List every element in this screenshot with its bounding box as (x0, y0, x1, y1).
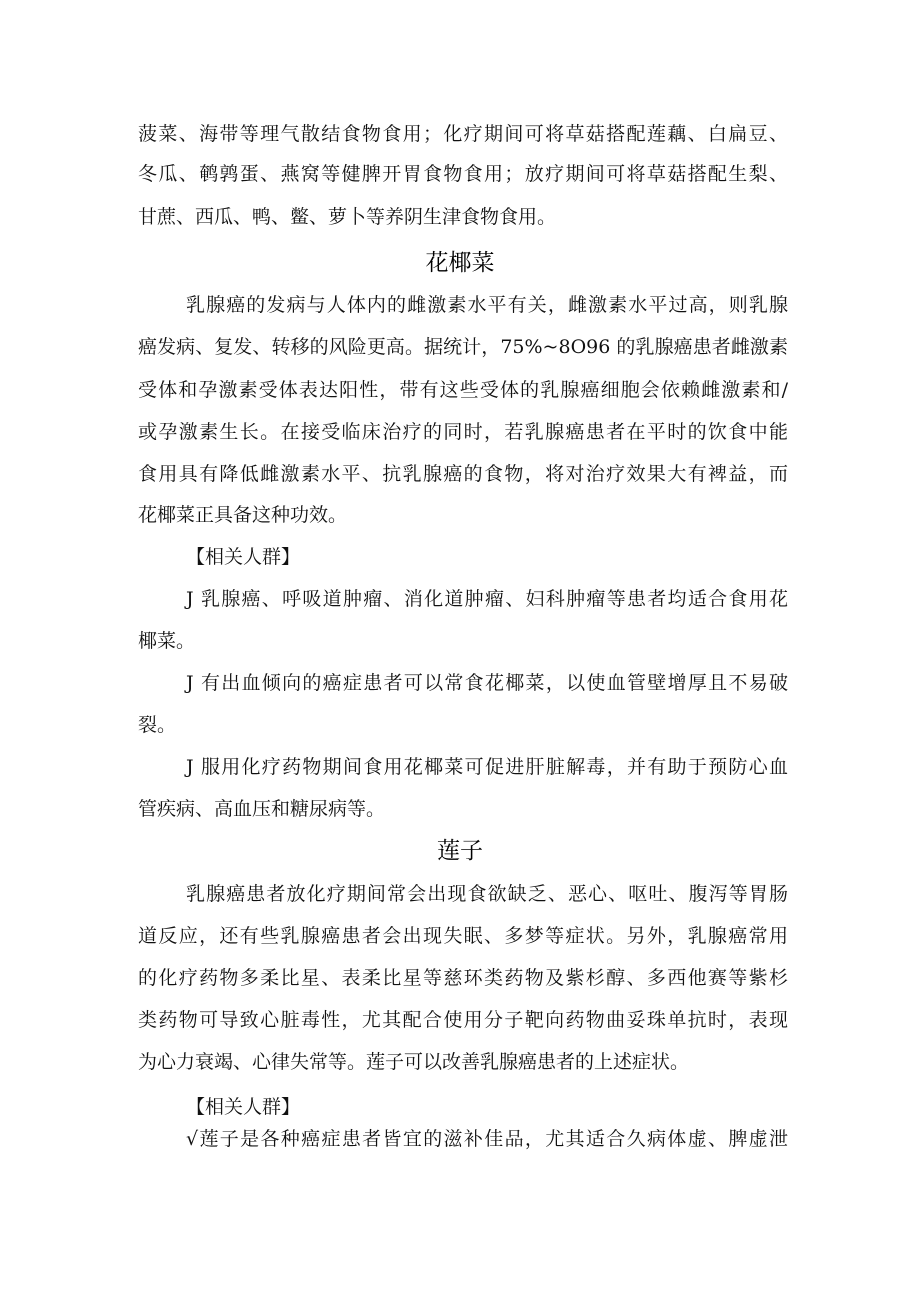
intro-line: 菠菜、海带等理气散结食物食用；化疗期间可将草菇搭配莲藕、白扁豆、 (138, 123, 788, 145)
paragraph-line: 癌发病、复发、转移的风险更高。据统计，75%~8O96 的乳腺癌患者雌激素 (138, 336, 788, 358)
list-item-line: 裂。 (138, 714, 177, 736)
list-item-line: 椰菜。 (138, 630, 196, 652)
paragraph-line: 受体和孕激素受体表达阳性，带有这些受体的乳腺癌细胞会依赖雌激素和/ (138, 379, 788, 401)
list-item-line: √莲子是各种癌症患者皆宜的滋补佳品，尤其适合久病体虚、脾虚泄 (186, 1128, 788, 1150)
paragraph-line: 乳腺癌患者放化疗期间常会出现食欲缺乏、恶心、呕吐、腹泻等胃肠 (186, 883, 788, 905)
intro-line: 冬瓜、鹌鹑蛋、燕窝等健脾开胃食物食用；放疗期间可将草菇搭配生梨、 (138, 163, 788, 185)
paragraph-line: 的化疗药物多柔比星、表柔比星等慈环类药物及紫杉醇、多西他赛等紫杉 (138, 967, 788, 989)
related-people-label: 【相关人群】 (186, 546, 301, 568)
paragraph-line: 食用具有降低雌激素水平、抗乳腺癌的食物，将对治疗效果大有裨益，而 (138, 463, 788, 485)
list-item-line: J 服用化疗药物期间食用花椰菜可促进肝脏解毒，并有助于预防心血 (186, 756, 788, 778)
intro-line: 甘蔗、西瓜、鸭、鳖、萝卜等养阴生津食物食用。 (138, 206, 557, 228)
paragraph-line: 为心力衰竭、心律失常等。莲子可以改善乳腺癌患者的上述症状。 (138, 1051, 690, 1073)
section-title-lotus-seed: 莲子 (437, 838, 483, 864)
related-people-label: 【相关人群】 (186, 1096, 301, 1118)
paragraph-line: 乳腺癌的发病与人体内的雌激素水平有关，雌激素水平过高，则乳腺 (186, 294, 788, 316)
section-title-cauliflower: 花椰菜 (425, 250, 495, 276)
paragraph-line: 花椰菜正具备这种功效。 (138, 504, 348, 526)
list-item-line: J 有出血倾向的癌症患者可以常食花椰菜，以使血管壁增厚且不易破 (186, 672, 788, 694)
list-item-line: 管疾病、高血压和糖尿病等。 (138, 798, 386, 820)
paragraph-line: 道反应，还有些乳腺癌患者会出现失眠、多梦等症状。另外，乳腺癌常用 (138, 925, 788, 947)
paragraph-line: 类药物可导致心脏毒性，尤其配合使用分子靶向药物曲妥珠单抗时，表现 (138, 1009, 788, 1031)
paragraph-line: 或孕激素生长。在接受临床治疗的同时，若乳腺癌患者在平时的饮食中能 (138, 421, 788, 443)
list-item-line: J 乳腺癌、呼吸道肿瘤、消化道肿瘤、妇科肿瘤等患者均适合食用花 (186, 588, 788, 610)
